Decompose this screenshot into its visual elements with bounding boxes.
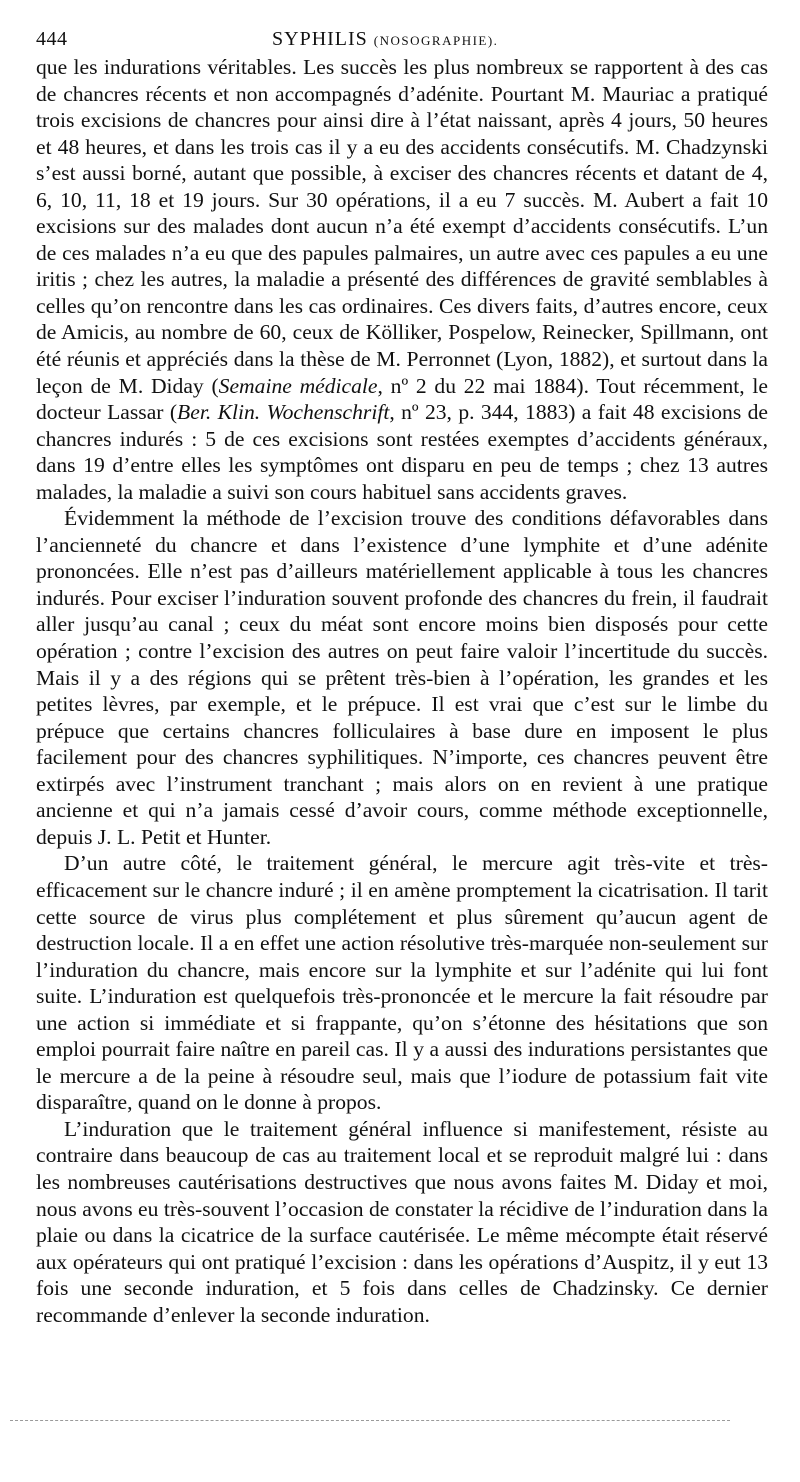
paragraph-text: que les indurations véritables. Les succès les plus nombreux se rapportent à des cas de chancres récents et non accompagnés d’adénite. Pourtant M. Mauriac a pratiqué trois excisions de chancres pour ainsi dire à l’état naissant, après 4 jours, 50 heures et 48 heures, et dans les trois cas il y a eu des accidents consécutifs. M. Chadzynski s’est aussi borné, autant que possible, à exciser des chancres récents et datant de 4, 6, 10, 11, 18 et 19 jours. Sur 30 opérations, il a eu 7 succès. M. Aubert a fait 10 excisions sur des malades dont aucun n’a été exempt d’accidents consécutifs. L’un de ces malades n’a eu que des papules palmaires, un autre avec ces papules a eu une iritis ; chez les autres, la maladie a présenté des différences de gravité semblables à celles qu’on rencontre dans les cas ordinaires. Ces divers faits, d’autres encore, ceux de Amicis, au nombre de 60, ceux de Kölliker, Pospelow, Reinecker, Spillmann, ont été réunis et appréciés dans la thèse de M. Perronnet (Lyon, 1882), et surtout dans la leçon de M. Diday ( xyxy=(36,55,768,398)
running-title xyxy=(272,28,498,51)
paragraph xyxy=(36,850,768,1115)
running-title-sub: (NOSOGRAPHIE). xyxy=(373,33,499,48)
book-page xyxy=(36,22,768,1462)
footer-rule xyxy=(10,1420,730,1421)
paragraph-text: L’induration que le traitement général influence si manifestement, résiste au contraire dans beaucoup de cas au traitement local et se reproduit malgré lui : dans les nombreuses cautérisations destructives que nous avons faites M. Diday et moi, nous avons eu très-souvent l’occasion de constater la récidive de l’induration dans la plaie ou dans la cicatrice de la surface cautérisée. Le même mécompte était réservé aux opérateurs qui ont pratiqué l’excision : dans les opérations d’Auspitz, il y eut 13 fois une seconde induration, et 5 fois dans celles de Chadzinsky. Ce dernier recommande d’enlever la seconde induration. xyxy=(36,1116,768,1327)
paragraph xyxy=(36,54,768,505)
page-number: 444 xyxy=(36,28,68,50)
body-text xyxy=(36,54,768,1328)
paragraph-text: , nº 2 du 22 mai 1884). Tout récemment, le docteur Lassar ( xyxy=(36,373,768,425)
paragraph xyxy=(36,505,768,850)
paragraph-text: Évidemment la méthode de l’excision trouve des conditions défavorables dans l’ancienneté du chancre et dans l’existence d’une lymphite et d’une adénite prononcées. Elle n’est pas d’ailleurs matériellement applicable à tous les chancres indurés. Pour exciser l’induration souvent profonde des chancres du frein, il faudrait aller jusqu’au canal ; ceux du méat sont encore moins bien disposés pour cette opération ; contre l’excision des autres on peut faire valoir l’incertitude du succès. Mais il y a des régions qui se prêtent très-bien à l’opération, les grandes et les petites lèvres, par exemple, et le prépuce. Il est vrai que c’est sur le limbe du prépuce que certains chancres folliculaires à base dure en imposent le plus facilement pour des chancres syphilitiques. N’importe, ces chancres peuvent être extirpés avec l’instrument tranchant ; mais alors on en revient à une pratique ancienne et qui n’a jamais cessé d’avoir cours, comme méthode exceptionnelle, depuis J. L. Petit et Hunter. xyxy=(36,506,768,849)
running-title-main: SYPHILIS xyxy=(272,28,368,50)
citation-title: Semaine médicale xyxy=(218,373,378,398)
paragraph-text: D’un autre côté, le traitement général, le mercure agit très-vite et très-efficacement sur le chancre induré ; il en amène promptement la cicatrisation. Il tarit cette source de virus plus complétement et plus sûrement qu’aucun agent de destruction locale. Il a en effet une action résolutive très-marquée non-seulement sur l’induration du chancre, mais encore sur la lymphite et sur l’adénite qui lui font suite. L’induration est quelquefois très-prononcée et le mercure la fait résoudre par une action si immédiate et si frappante, qu’on s’étonne des hésitations que son emploi pourrait faire naître en pareil cas. Il y a aussi des indurations persistantes que le mercure a de la peine à résoudre seul, mais que l’iodure de potassium fait vite disparaître, quand on le donne à propos. xyxy=(36,851,768,1115)
paragraph xyxy=(36,1116,768,1328)
paragraph-text: , nº 23, p. 344, 1883) a fait 48 excisions de chancres indurés : 5 de ces excisions sont restées exemptes d’accidents généraux, dans 19 d’entre elles les symptômes ont disparu en peu de temps ; chez 13 autres malades, la maladie a suivi son cours habituel sans accidents graves. xyxy=(36,400,768,504)
citation-title: Ber. Klin. Wochenschrift xyxy=(177,400,390,425)
running-head xyxy=(36,22,768,52)
